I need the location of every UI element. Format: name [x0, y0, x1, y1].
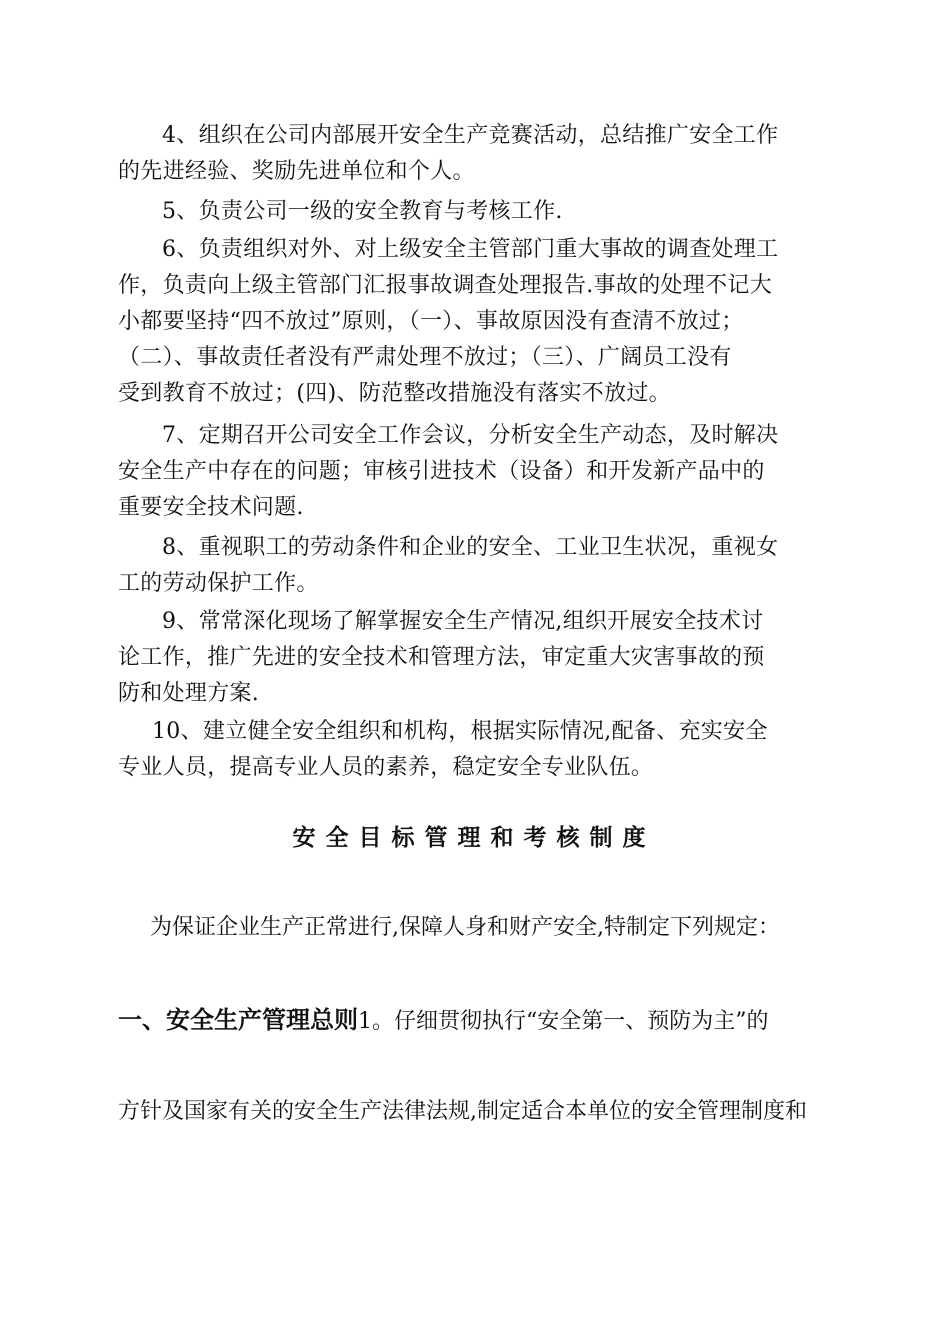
item-9-line-3: 防和处理方案. [118, 681, 260, 706]
item-6-line-2: 作，负责向上级主管部门汇报事故调查处理报告.事故的处理不记大 [118, 273, 772, 298]
item-9-line-2: 论工作，推广先进的安全技术和管理方法，审定重大灾害事故的预 [118, 645, 765, 670]
section-title: 安全目标管理和考核制度 [292, 825, 656, 851]
item-8-line-2: 工的劳动保护工作。 [118, 571, 319, 596]
item-6-line-1: 6、负责组织对外、对上级安全主管部门重大事故的调查处理工 [162, 237, 779, 262]
item-4-line-2: 的先进经验、奖励先进单位和个人。 [118, 159, 475, 184]
item-6-line-4: （二）、事故责任者没有严肃处理不放过；（三）、广阔员工没有 [118, 345, 732, 370]
item-4-line-1: 4、组织在公司内部展开安全生产竞赛活动，总结推广安全工作 [162, 123, 779, 148]
general-principles-heading [118, 1000, 769, 1043]
item-6-line-3: 小都要坚持“四不放过”原则，（一）、事故原因没有查清不放过； [118, 309, 744, 334]
item-7-line-1: 7、定期召开公司安全工作会议，分析安全生产动态，及时解决 [162, 423, 779, 448]
heading-strong: 一、安全生产管理总则 [118, 1006, 358, 1034]
item-6-line-5: 受到教育不放过；(四)、防范整改措施没有落实不放过。 [118, 381, 671, 406]
item-8-line-1: 8、重视职工的劳动条件和企业的安全、工业卫生状况，重视女 [162, 535, 779, 560]
item-10 [118, 714, 830, 786]
item-10-line-1: 10、建立健全安全组织和机构，根据实际情况,配备、充实安全 [152, 719, 768, 744]
item-8 [118, 530, 830, 602]
item-7-line-2: 安全生产中存在的问题；审核引进技术（设备）和开发新产品中的 [118, 459, 765, 484]
heading-rest: 1。仔细贯彻执行“安全第一、预防为主”的 [358, 1009, 769, 1034]
continuation-line: 方针及国家有关的安全生产法律法规,制定适合本单位的安全管理制度和 [118, 1099, 807, 1124]
item-9-line-1: 9、常常深化现场了解掌握安全生产情况,组织开展安全技术讨 [162, 609, 764, 634]
item-5-line-1: 5、负责公司一级的安全教育与考核工作. [162, 199, 563, 224]
item-6 [118, 232, 830, 412]
item-10-line-2: 专业人员，提高专业人员的素养，稳定安全专业队伍。 [118, 755, 654, 780]
item-9 [118, 604, 830, 712]
item-5 [118, 194, 830, 230]
intro-paragraph: 为保证企业生产正常进行,保障人身和财产安全,特制定下列规定： [150, 915, 780, 940]
item-7 [118, 418, 830, 526]
item-7-line-3: 重要安全技术问题. [118, 495, 304, 520]
item-4 [118, 118, 830, 190]
